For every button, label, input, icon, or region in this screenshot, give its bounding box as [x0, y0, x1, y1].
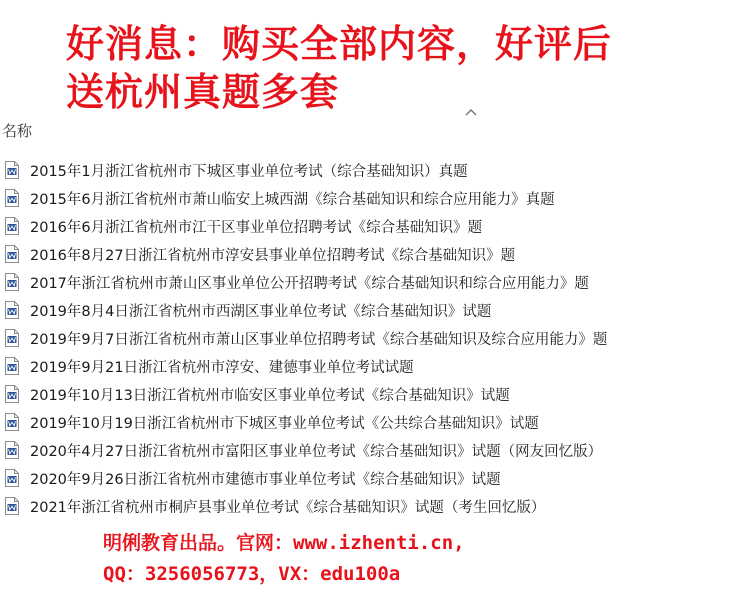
file-name: 2020年4月27日浙江省杭州市富阳区事业单位考试《综合基础知识》试题（网友回忆版）	[30, 443, 603, 460]
file-row[interactable]	[0, 492, 751, 520]
file-list	[0, 156, 751, 520]
word-document-icon	[4, 245, 20, 263]
file-name: 2019年9月7日浙江省杭州市萧山区事业单位招聘考试《综合基础知识及综合应用能力》题	[30, 331, 608, 348]
file-row[interactable]	[0, 156, 751, 184]
column-header-row	[0, 106, 751, 144]
file-name: 2019年10月13日浙江省杭州市临安区事业单位考试《综合基础知识》试题	[30, 387, 510, 404]
word-document-icon	[4, 413, 20, 431]
file-row[interactable]	[0, 408, 751, 436]
word-document-icon	[4, 217, 20, 235]
file-row[interactable]	[0, 436, 751, 464]
word-document-icon	[4, 497, 20, 515]
file-name: 2015年6月浙江省杭州市萧山临安上城西湖《综合基础知识和综合应用能力》真题	[30, 191, 555, 208]
file-name: 2020年9月26日浙江省杭州市建德市事业单位考试《综合基础知识》试题	[30, 471, 501, 488]
word-document-icon	[4, 161, 20, 179]
promo-banner: 好消息：购买全部内容，好评后 送杭州真题多套	[66, 22, 613, 114]
file-row[interactable]	[0, 240, 751, 268]
file-name: 2016年6月浙江省杭州市江干区事业单位招聘考试《综合基础知识》题	[30, 219, 483, 236]
word-document-icon	[4, 441, 20, 459]
file-row[interactable]	[0, 380, 751, 408]
file-row[interactable]	[0, 324, 751, 352]
chevron-up-icon[interactable]	[464, 106, 478, 118]
file-row[interactable]	[0, 464, 751, 492]
column-header-name[interactable]: 名称	[2, 122, 33, 140]
word-document-icon	[4, 273, 20, 291]
word-document-icon	[4, 357, 20, 375]
word-document-icon	[4, 189, 20, 207]
file-name: 2019年8月4日浙江省杭州市西湖区事业单位考试《综合基础知识》试题	[30, 303, 492, 320]
word-document-icon	[4, 329, 20, 347]
word-document-icon	[4, 301, 20, 319]
file-name: 2016年8月27日浙江省杭州市淳安县事业单位招聘考试《综合基础知识》题	[30, 247, 516, 264]
file-name: 2017年浙江省杭州市萧山区事业单位公开招聘考试《综合基础知识和综合应用能力》题	[30, 275, 589, 292]
file-name: 2019年10月19日浙江省杭州市下城区事业单位考试《公共综合基础知识》试题	[30, 415, 539, 432]
file-name: 2015年1月浙江省杭州市下城区事业单位考试（综合基础知识）真题	[30, 163, 468, 180]
file-row[interactable]	[0, 268, 751, 296]
file-row[interactable]	[0, 184, 751, 212]
word-document-icon	[4, 469, 20, 487]
file-row[interactable]	[0, 296, 751, 324]
footer-contact: 明俐教育出品。官网：www.izhenti.cn, QQ：3256056773，VX：edu100a	[103, 532, 465, 585]
file-row[interactable]	[0, 352, 751, 380]
file-name: 2019年9月21日浙江省杭州市淳安、建德事业单位考试试题	[30, 359, 414, 376]
file-row[interactable]	[0, 212, 751, 240]
file-name: 2021年浙江省杭州市桐庐县事业单位考试《综合基础知识》试题（考生回忆版）	[30, 499, 546, 516]
word-document-icon	[4, 385, 20, 403]
